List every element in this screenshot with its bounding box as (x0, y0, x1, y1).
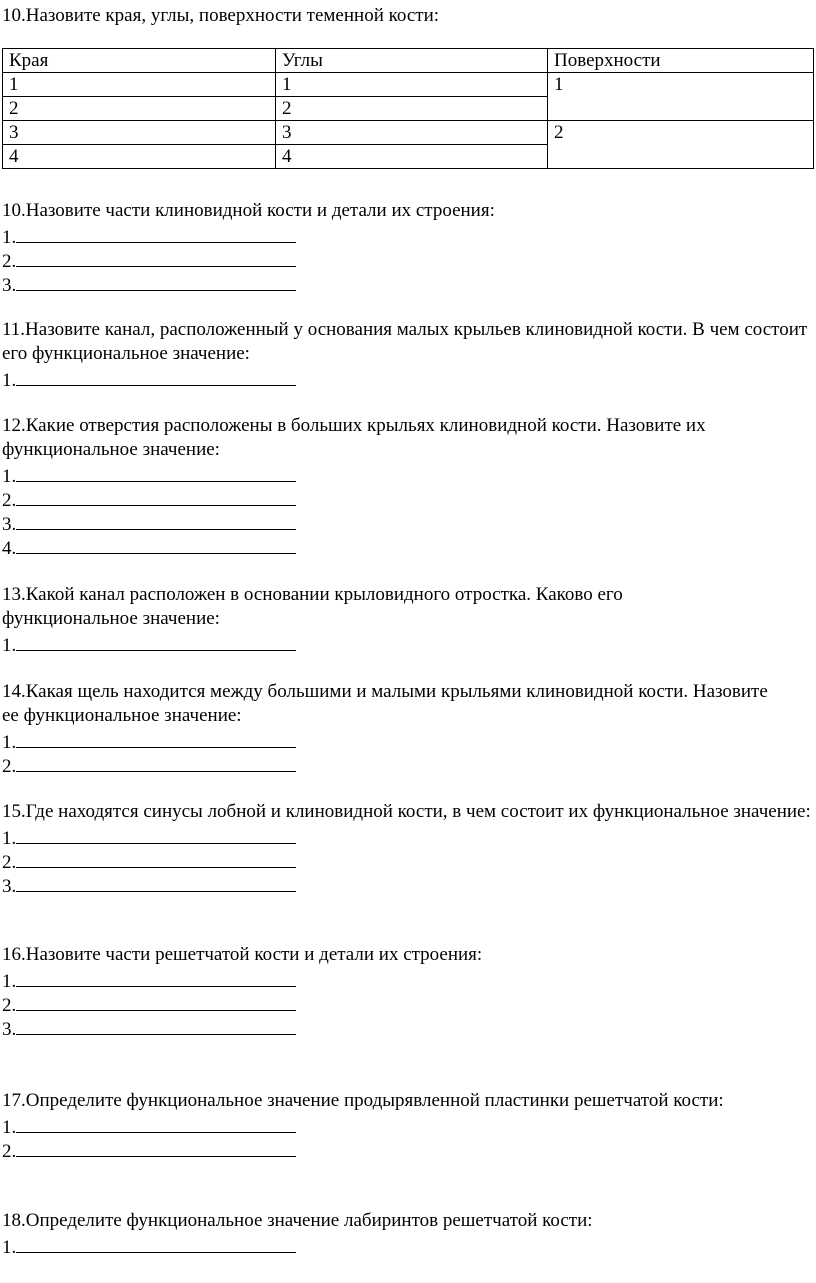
answer-number: 1. (2, 1237, 17, 1258)
answer-number: 1. (2, 828, 17, 849)
answer-blank[interactable] (16, 752, 296, 772)
question-title: 13.Какой канал расположен в основании крыловидного отростка. Каково его функциональное значение: (2, 584, 623, 629)
answer-blank[interactable] (16, 510, 296, 530)
answer-blank[interactable] (16, 1015, 296, 1035)
answer-blank[interactable] (16, 631, 296, 651)
question-title: 16.Назовите части решетчатой кости и детали их строения: (2, 944, 483, 965)
answer-line[interactable] (2, 991, 482, 1015)
answer-number: 1. (2, 370, 17, 391)
answer-line[interactable] (2, 824, 814, 848)
answer-blank[interactable] (16, 991, 296, 1011)
answer-number: 1. (2, 466, 17, 487)
angle-cell-1[interactable]: 1 (276, 73, 548, 97)
answer-number: 3. (2, 876, 17, 897)
edge-cell-2[interactable]: 2 (3, 97, 276, 121)
answer-line[interactable] (2, 872, 814, 896)
angle-cell-2[interactable]: 2 (276, 97, 548, 121)
edge-cell-3[interactable]: 3 (3, 121, 276, 145)
parietal-bone-table (2, 48, 814, 169)
question-title: 12.Какие отверстия расположены в больших крыльях клиновидной кости. Назовите их функциональное значение: (2, 415, 706, 460)
answer-blank[interactable] (16, 824, 296, 844)
header-surfaces: Поверхности (548, 49, 814, 73)
question-title: 15.Где находятся синусы лобной и клиновидной кости, в чем состоит их функциональное значение: (2, 801, 811, 822)
answer-line[interactable] (2, 510, 802, 534)
answer-line[interactable] (2, 366, 814, 390)
answer-line[interactable] (2, 247, 495, 271)
question-block (2, 318, 814, 390)
answer-blank[interactable] (16, 247, 296, 267)
answer-blank[interactable] (16, 534, 296, 554)
answer-number: 2. (2, 995, 17, 1016)
answer-blank[interactable] (16, 967, 296, 987)
answer-number: 1. (2, 1117, 17, 1138)
answer-blank[interactable] (16, 1113, 296, 1133)
angle-cell-4[interactable]: 4 (276, 145, 548, 169)
answer-blank[interactable] (16, 271, 296, 291)
question-block (2, 680, 782, 776)
question-10-title: 10.Назовите края, углы, поверхности теменной кости: (2, 5, 440, 26)
answer-line[interactable] (2, 631, 722, 655)
answer-line[interactable] (2, 1137, 814, 1161)
answer-line[interactable] (2, 534, 802, 558)
answer-number: 3. (2, 1019, 17, 1040)
answer-line[interactable] (2, 1015, 482, 1039)
answer-line[interactable] (2, 486, 802, 510)
question-title: 17.Определите функциональное значение продырявленной пластинки решетчатой кости: (2, 1090, 724, 1111)
answer-blank[interactable] (16, 486, 296, 506)
answer-number: 2. (2, 1141, 17, 1162)
answer-number: 2. (2, 852, 17, 873)
answer-line[interactable] (2, 462, 802, 486)
question-block (2, 1089, 814, 1161)
table-row (3, 121, 814, 145)
answer-number: 1. (2, 227, 17, 248)
surface-cell-2[interactable]: 2 (548, 121, 814, 169)
answer-number: 2. (2, 251, 17, 272)
answer-line[interactable] (2, 752, 782, 776)
answer-number: 3. (2, 514, 17, 535)
question-title: 10.Назовите части клиновидной кости и детали их строения: (2, 200, 495, 221)
table-header-row (3, 49, 814, 73)
answer-blank[interactable] (16, 1233, 296, 1253)
answer-line[interactable] (2, 728, 782, 752)
answer-blank[interactable] (16, 223, 296, 243)
answer-line[interactable] (2, 1233, 593, 1257)
question-title: 18.Определите функциональное значение лабиринтов решетчатой кости: (2, 1210, 593, 1231)
question-title: 11.Назовите канал, расположенный у основания малых крыльев клиновидной кости. В чем состоит его функциональное значение: (2, 319, 808, 364)
edge-cell-1[interactable]: 1 (3, 73, 276, 97)
answer-number: 3. (2, 275, 17, 296)
answer-number: 2. (2, 490, 17, 511)
question-block (2, 1209, 593, 1257)
answer-blank[interactable] (16, 872, 296, 892)
answer-number: 1. (2, 971, 17, 992)
answer-line[interactable] (2, 271, 495, 295)
answer-line[interactable] (2, 223, 495, 247)
answer-blank[interactable] (16, 728, 296, 748)
header-angles: Углы (276, 49, 548, 73)
answer-number: 1. (2, 732, 17, 753)
question-block (2, 199, 495, 295)
answer-number: 1. (2, 635, 17, 656)
answer-number: 4. (2, 538, 17, 559)
question-block (2, 943, 482, 1039)
answer-blank[interactable] (16, 366, 296, 386)
question-block (2, 583, 722, 655)
edge-cell-4[interactable]: 4 (3, 145, 276, 169)
answer-line[interactable] (2, 967, 482, 991)
header-edges: Края (3, 49, 276, 73)
answer-blank[interactable] (16, 1137, 296, 1157)
question-block (2, 800, 814, 896)
answer-line[interactable] (2, 1113, 814, 1137)
answer-number: 2. (2, 756, 17, 777)
answer-blank[interactable] (16, 462, 296, 482)
question-title: 14.Какая щель находится между большими и малыми крыльями клиновидной кости. Назовите ее функциональное значение: (2, 681, 768, 726)
answer-line[interactable] (2, 848, 814, 872)
surface-cell-1[interactable]: 1 (548, 73, 814, 121)
answer-blank[interactable] (16, 848, 296, 868)
angle-cell-3[interactable]: 3 (276, 121, 548, 145)
question-block (2, 414, 802, 558)
table-row (3, 73, 814, 97)
